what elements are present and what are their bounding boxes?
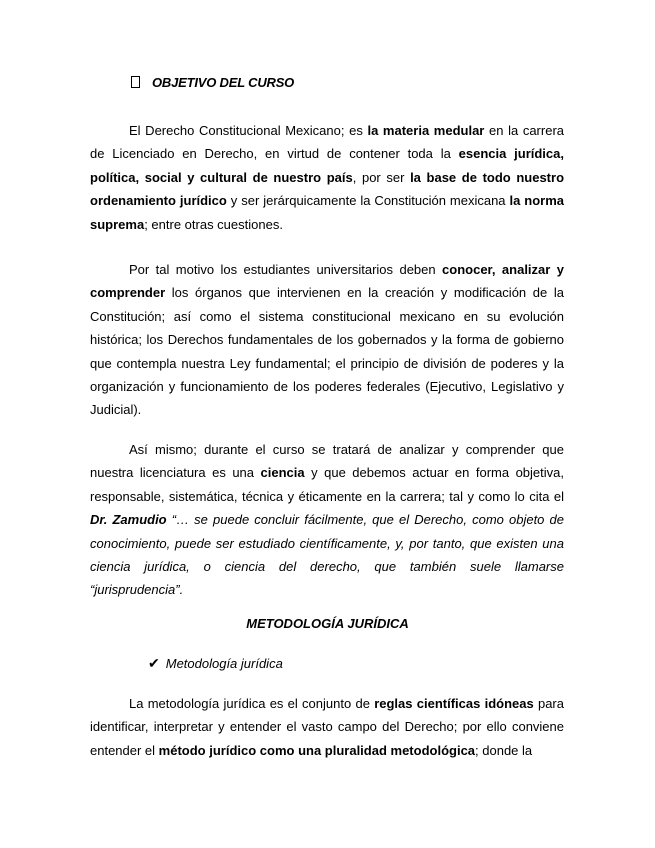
paragraph-3: [90, 438, 564, 602]
square-bullet-icon: [131, 76, 140, 88]
paragraph-1: [90, 119, 564, 236]
bold-run: conocer, analizar y comprender: [90, 262, 564, 301]
paragraph-2: [90, 258, 564, 422]
bold-run: esencia jurídica, política, social y cultural de nuestro país: [90, 146, 564, 185]
bold-run: ciencia: [260, 465, 305, 481]
text-run: para identificar, interpretar y entender el vasto campo del Derecho; por ello conviene entender el: [90, 696, 564, 758]
section-heading-metodologia: [0, 616, 655, 631]
bold-run: la base de todo nuestro ordenamiento jurídico: [90, 169, 565, 209]
bold-run: reglas científicas idóneas: [374, 696, 534, 711]
text-run: los órganos que intervienen en la creación y modificación de la Constitución; así como el sistema constitucional mexicano en su evolución histórica; los Derechos fundamentales de los gobernados y la forma de gobierno que contempla nuestra Ley fundamental; el principio de división de poderes y la organización y funcionamiento de los poderes federales (Ejecutivo, Legislativo y Judicial).: [90, 285, 564, 418]
section-title: OBJETIVO DEL CURSO: [152, 75, 295, 90]
text-run: en la carrera de Licenciado en Derecho, en virtud de contener toda la: [90, 123, 565, 162]
text-run: Por tal motivo los estudiantes universitarios deben: [129, 262, 443, 277]
text-run: , por ser: [352, 169, 411, 185]
section-title: METODOLOGÍA JURÍDICA: [246, 616, 409, 631]
bold-run: la norma suprema: [90, 193, 564, 232]
bold-run: la materia medular: [367, 123, 485, 138]
section-heading-objetivo: [131, 75, 294, 90]
text-run: ; entre otras cuestiones.: [144, 216, 283, 232]
text-run: ; donde la: [475, 742, 533, 758]
text-run: y que debemos actuar en forma objetiva, responsable, sistemática, técnica y éticamente en la carrera; tal y como lo cita el: [90, 465, 565, 504]
text-run: La metodología jurídica es el conjunto de: [129, 696, 375, 711]
checklist-item-label: Metodología jurídica: [165, 656, 283, 671]
text-run: El Derecho Constitucional Mexicano; es: [129, 123, 368, 138]
bold-run: método jurídico como una pluralidad metodológica: [158, 742, 476, 758]
author-name: Dr. Zamudio: [90, 512, 167, 528]
checklist-item: [148, 655, 283, 672]
text-run: y ser jerárquicamente la Constitución mexicana: [226, 193, 510, 209]
text-run: Así mismo; durante el curso se tratará de analizar y comprender que nuestra licenciatura es una: [90, 442, 564, 481]
checkmark-icon: ✔: [148, 655, 160, 671]
paragraph-4: [90, 692, 564, 762]
quotation: “… se puede concluir fácilmente, que el Derecho, como objeto de conocimiento, puede ser estudiado científicamente, y, por tanto, que existen una ciencia jurídica, o ciencia del derecho, que también suele llamarse “jurisprudencia”.: [90, 512, 564, 598]
